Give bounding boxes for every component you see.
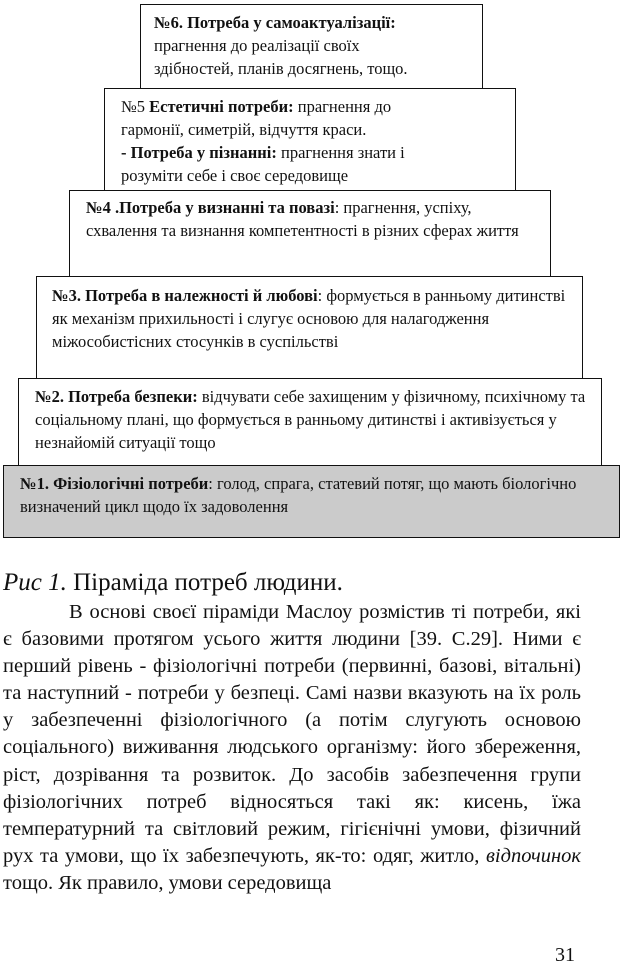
pyramid-level-2 [18, 378, 602, 466]
pyramid-level-4 [69, 190, 551, 277]
level-5-title: Естетичні потреби: [149, 97, 294, 116]
level-4-text: : прагнення, успіху, схвалення та визнання компетентності в різних сферах життя [86, 198, 519, 240]
page-number: 31 [555, 944, 575, 966]
body-paragraph-text-2: тощо. Як правило, умови середовища [3, 871, 332, 894]
level-5-text-1b: гармонії, симетрій, відчуття краси. [121, 120, 367, 139]
level-5-text-1a: прагнення до [293, 97, 392, 116]
body-paragraph-italic: відпочинок [486, 844, 581, 867]
level-6-line-1: прагнення до реалізації своїх [154, 36, 360, 55]
level-3-title: №3. Потреба в належності й любові [52, 286, 318, 305]
figure-caption-text: Піраміда потреб людини. [66, 569, 343, 596]
figure-caption-label: Рис 1. [3, 569, 67, 596]
level-2-text: відчувати себе захищеним у фізичному, психічному та соціальному плані, що формується в ранньому дитинстві і активізується у незнайомій ситуації тощо [35, 387, 586, 452]
level-5-text-2a: прагнення знати і [276, 143, 405, 162]
pyramid-level-1 [3, 465, 620, 538]
body-paragraph-text-1: В основі своєї піраміди Маслоу розмістив ті потреби, які є базовими протягом усього життя людини [39. С.29]. Ними є перший рівень - фізіологічні потреби (первинні, базові, вітальні) та наступний - потреби у безпеці. Самі назви вказують на їх роль у забезпеченні фізіологічного (а потім слугують основою соціального) виживання людського організму: його збереження, ріст, дозрівання та розвиток. До засобів забезпечення групи фізіологічних потреб відносяться такі як: кисень, їжа температурний та світловий режим, гігієнічні умови, фізичний рух та умови, що їх забезпечують, як-то: одяг, житло, [3, 601, 581, 867]
level-1-text: : голод, спрага, статевий потяг, що мають біологічно визначений цикл щодо їх задоволення [20, 474, 577, 516]
level-6-title: №6. Потреба у самоактуалізації: [154, 13, 396, 32]
pyramid-level-5 [104, 88, 516, 191]
pyramid-level-6 [140, 4, 483, 89]
level-5-number: №5 [121, 97, 150, 116]
body-paragraph [3, 599, 581, 897]
level-3-text: : формується в ранньому дитинстві як механізм прихильності і слугує основою для налагодження міжособистісних стосунків в суспільстві [52, 286, 566, 351]
level-2-title: №2. Потреба безпеки: [35, 387, 198, 406]
level-6-line-2: здібностей, планів досягнень, тощо. [154, 59, 408, 78]
level-5-text-2b: розуміти себе і своє середовище [121, 166, 349, 185]
level-4-title: №4 .Потреба у визнанні та повазі [86, 198, 335, 217]
level-5-title-2: - Потреба у пізнанні: [121, 143, 277, 162]
level-1-title: №1. Фізіологічні потреби [20, 474, 209, 493]
figure-caption [3, 568, 343, 598]
pyramid-level-3 [36, 276, 583, 379]
